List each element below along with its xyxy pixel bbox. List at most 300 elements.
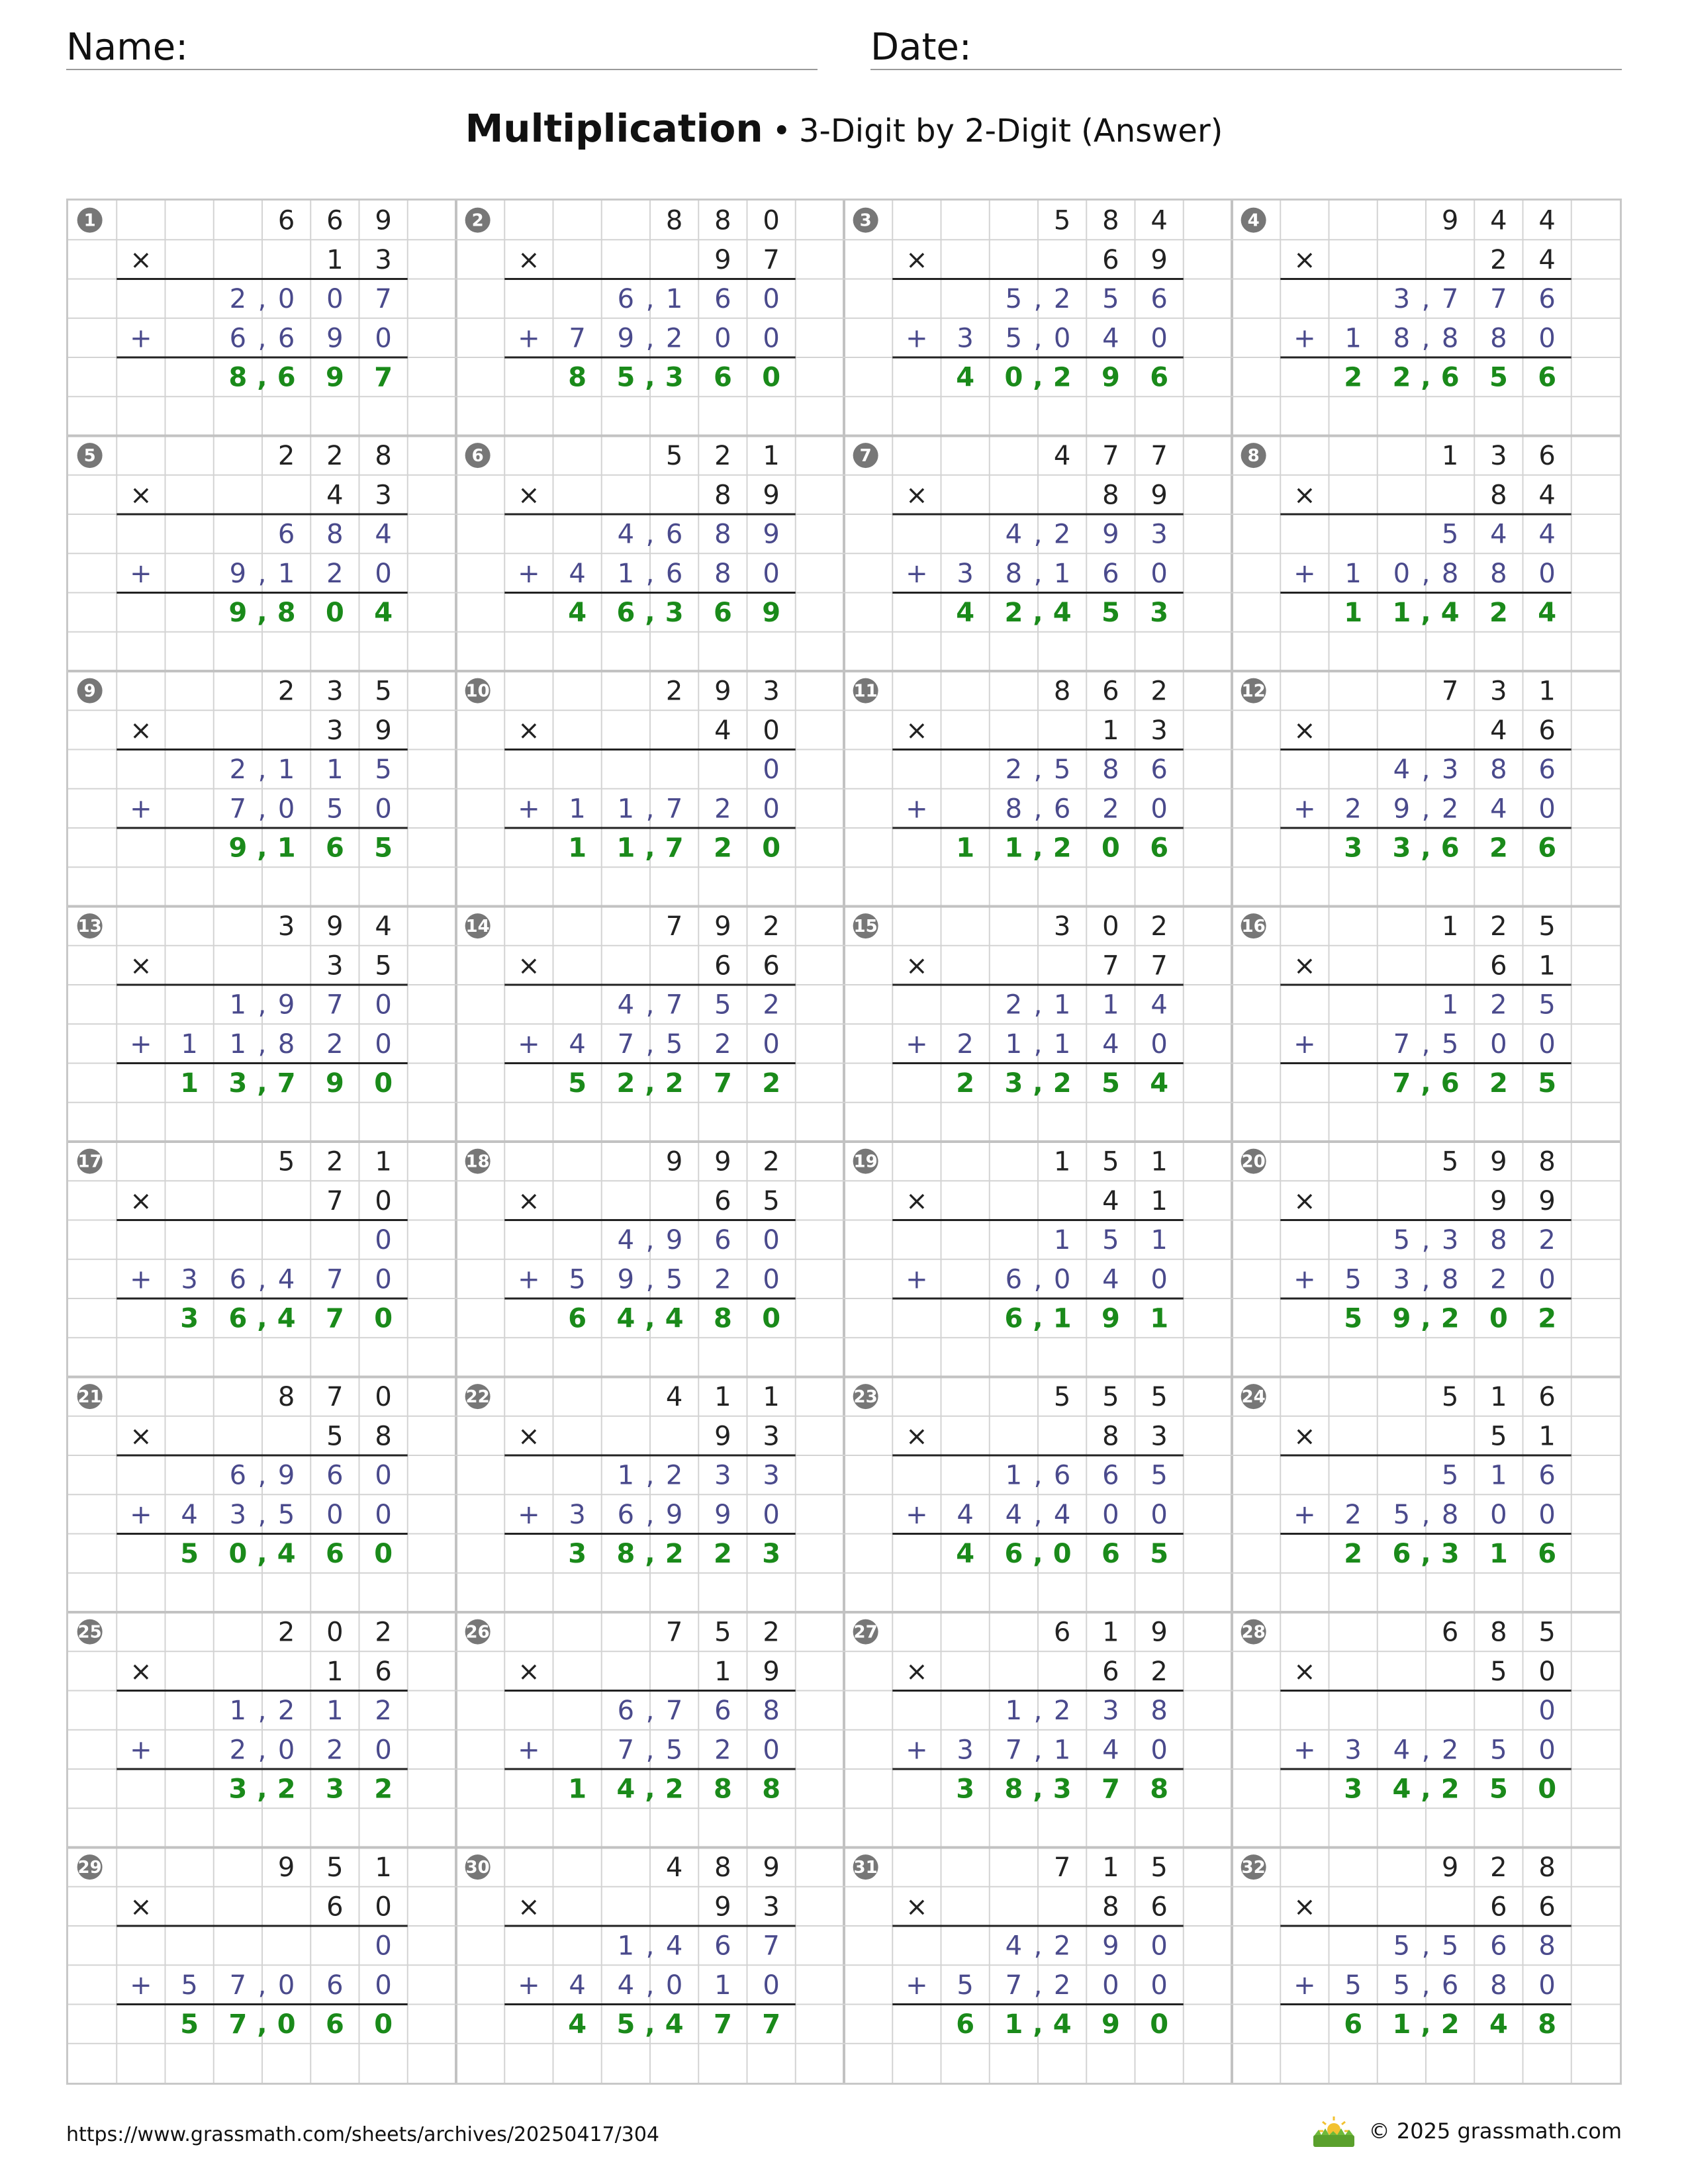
partial-product-2-digit: 0 <box>1053 1264 1071 1295</box>
answer-digit: 2 <box>1440 2009 1460 2040</box>
partial-product-2-digit: 7 <box>617 1735 635 1766</box>
partial-product-1-digit: 5 <box>1005 284 1023 315</box>
partial-product-1-digit: 2 <box>763 989 780 1021</box>
footer-url[interactable]: https://www.grassmath.com/sheets/archives/20250417/304 <box>66 2123 660 2146</box>
partial-product-2-comma: , <box>645 1735 655 1766</box>
problem-number: 28 <box>1241 1622 1266 1643</box>
partial-product-1-digit: 6 <box>1102 1460 1119 1491</box>
multiplicand-digit: 1 <box>1441 441 1459 472</box>
partial-product-2-digit: 0 <box>1490 1028 1507 1060</box>
partial-product-2-comma: , <box>1421 558 1430 589</box>
multiplier-digit: 1 <box>1538 1421 1556 1452</box>
partial-product-2-digit: 2 <box>714 794 731 825</box>
answer-digit: 1 <box>568 1774 587 1805</box>
partial-product-1-digit: 8 <box>1150 1696 1168 1727</box>
partial-product-1-digit: 6 <box>714 1225 731 1256</box>
partial-product-2-digit: 5 <box>1490 1735 1507 1766</box>
partial-product-1-digit: 1 <box>229 989 247 1021</box>
partial-product-2-digit: 6 <box>1005 1264 1023 1295</box>
multiplicand-digit: 2 <box>277 441 295 472</box>
answer-digit: 5 <box>1538 1068 1557 1099</box>
answer-digit: 2 <box>956 1068 975 1099</box>
multiplier-digit: 2 <box>1490 244 1507 275</box>
partial-product-2-digit: 0 <box>665 1970 683 2001</box>
answer-digit: 2 <box>374 1774 393 1805</box>
partial-product-2-digit: 3 <box>957 1735 974 1766</box>
times-sign: × <box>518 244 540 275</box>
multiplier-digit: 1 <box>1538 950 1556 981</box>
answer-digit: 7 <box>1392 1068 1411 1099</box>
partial-product-2-comma: , <box>1033 1970 1043 2001</box>
plus-sign: + <box>1293 1499 1316 1530</box>
partial-product-1-digit: 2 <box>1005 989 1023 1021</box>
answer-digit: 4 <box>1440 598 1460 629</box>
answer-comma: , <box>645 362 655 393</box>
times-sign: × <box>518 1891 540 1923</box>
partial-product-2-digit: 0 <box>763 558 780 589</box>
partial-product-2-comma: , <box>258 1499 267 1530</box>
date-label: Date: <box>870 26 972 69</box>
partial-product-1-digit: 1 <box>617 1460 635 1491</box>
partial-product-1-comma: , <box>1421 754 1430 786</box>
times-sign: × <box>1293 1421 1316 1452</box>
multiplier-digit: 9 <box>763 480 780 511</box>
partial-product-1-comma: , <box>645 1931 655 1962</box>
answer-digit: 6 <box>1538 362 1557 393</box>
answer-digit: 9 <box>325 362 344 393</box>
times-sign: × <box>906 480 928 511</box>
answer-digit: 9 <box>228 598 248 629</box>
partial-product-2-digit: 8 <box>1441 558 1459 589</box>
partial-product-1-comma: , <box>645 989 655 1021</box>
times-sign: × <box>1293 950 1316 981</box>
plus-sign: + <box>518 323 540 354</box>
problem-number: 6 <box>471 446 484 467</box>
plus-sign: + <box>1293 1970 1316 2001</box>
multiplicand-digit: 8 <box>1102 205 1119 236</box>
times-sign: × <box>1293 1185 1316 1216</box>
multiplier-digit: 6 <box>1490 1891 1507 1923</box>
partial-product-2-digit: 6 <box>1102 558 1119 589</box>
multiplier-digit: 6 <box>326 1891 344 1923</box>
partial-product-1-digit: 4 <box>665 1931 683 1962</box>
answer-digit: 6 <box>1344 2009 1363 2040</box>
partial-product-1-comma: , <box>645 1225 655 1256</box>
partial-product-2-digit: 0 <box>277 1735 295 1766</box>
multiplicand-digit: 1 <box>1102 1617 1119 1648</box>
multiplicand-digit: 1 <box>375 1852 392 1884</box>
partial-product-2-digit: 0 <box>375 1264 392 1295</box>
times-sign: × <box>130 244 152 275</box>
partial-product-1-comma: , <box>258 1460 267 1491</box>
answer-digit: 4 <box>1053 598 1072 629</box>
answer-digit: 2 <box>277 1774 296 1805</box>
answer-digit: 1 <box>277 833 296 864</box>
multiplier-digit: 7 <box>326 1185 344 1216</box>
answer-comma: , <box>1033 833 1043 864</box>
multiplicand-digit: 9 <box>1441 205 1459 236</box>
partial-product-2-digit: 3 <box>957 558 974 589</box>
multiplier-digit: 4 <box>326 480 344 511</box>
answer-comma: , <box>1033 1068 1043 1099</box>
partial-product-1-digit: 7 <box>763 1931 780 1962</box>
partial-product-1-digit: 5 <box>1102 284 1119 315</box>
multiplier-digit: 0 <box>763 715 780 746</box>
partial-product-2-digit: 9 <box>617 323 635 354</box>
answer-digit: 2 <box>713 1539 732 1570</box>
partial-product-1-digit: 1 <box>1005 1460 1023 1491</box>
partial-product-1-digit: 4 <box>617 519 635 550</box>
partial-product-1-digit: 4 <box>1538 519 1556 550</box>
multiplicand-digit: 6 <box>326 205 344 236</box>
multiplicand-digit: 0 <box>763 205 780 236</box>
multiplicand-digit: 1 <box>1490 1382 1507 1413</box>
partial-product-2-digit: 4 <box>1102 1264 1119 1295</box>
partial-product-1-digit: 2 <box>665 1460 683 1491</box>
partial-product-2-digit: 5 <box>1005 323 1023 354</box>
multiplier-digit: 5 <box>763 1185 780 1216</box>
partial-product-1-digit: 5 <box>1102 1225 1119 1256</box>
problem-number: 13 <box>77 917 102 937</box>
multiplicand-digit: 5 <box>1053 1382 1071 1413</box>
multiplier-digit: 1 <box>1150 1185 1168 1216</box>
answer-digit: 6 <box>1538 1539 1557 1570</box>
answer-digit: 6 <box>325 2009 344 2040</box>
partial-product-2-digit: 0 <box>1538 794 1556 825</box>
partial-product-1-digit: 6 <box>1538 284 1556 315</box>
answer-digit: 2 <box>1489 598 1508 629</box>
plus-sign: + <box>1293 1735 1316 1766</box>
answer-digit: 8 <box>1538 2009 1557 2040</box>
partial-product-1-digit: 5 <box>1053 754 1071 786</box>
partial-product-1-digit: 6 <box>714 284 731 315</box>
partial-product-2-digit: 2 <box>326 1735 344 1766</box>
partial-product-1-digit: 6 <box>1150 754 1168 786</box>
partial-product-1-digit: 1 <box>277 754 295 786</box>
partial-product-1-digit: 1 <box>1053 1225 1071 1256</box>
times-sign: × <box>130 715 152 746</box>
multiplicand-digit: 9 <box>714 911 731 942</box>
partial-product-2-digit: 0 <box>375 1499 392 1530</box>
partial-product-2-comma: , <box>1033 1735 1043 1766</box>
footer-brand <box>1311 2111 1622 2151</box>
partial-product-2-comma: , <box>1421 323 1430 354</box>
partial-product-2-digit: 4 <box>1102 1735 1119 1766</box>
multiplier-digit: 9 <box>714 1421 731 1452</box>
partial-product-2-digit: 8 <box>1441 1264 1459 1295</box>
partial-product-2-comma: , <box>645 1028 655 1060</box>
problem-number: 2 <box>471 210 484 231</box>
answer-digit: 6 <box>568 1303 587 1334</box>
multiplier-digit: 9 <box>763 1656 780 1687</box>
multiplier-digit: 6 <box>1102 244 1119 275</box>
plus-sign: + <box>130 558 152 589</box>
times-sign: × <box>906 1891 928 1923</box>
multiplier-digit: 8 <box>1490 480 1507 511</box>
plus-sign: + <box>518 1499 540 1530</box>
plus-sign: + <box>906 1735 928 1766</box>
partial-product-1-comma: , <box>645 1460 655 1491</box>
problem-number: 14 <box>465 917 490 937</box>
partial-product-2-digit: 0 <box>375 1735 392 1766</box>
partial-product-2-digit: 4 <box>1053 1499 1071 1530</box>
times-sign: × <box>130 1185 152 1216</box>
multiplier-digit: 4 <box>1538 244 1556 275</box>
answer-digit: 5 <box>1101 598 1120 629</box>
plus-sign: + <box>906 558 928 589</box>
answer-digit: 6 <box>1440 362 1460 393</box>
answer-digit: 6 <box>1101 1539 1120 1570</box>
partial-product-2-digit: 0 <box>1538 1028 1556 1060</box>
answer-digit: 4 <box>665 1303 684 1334</box>
answer-digit: 0 <box>228 1539 248 1570</box>
problem-number: 17 <box>77 1152 102 1172</box>
answer-digit: 2 <box>762 1068 781 1099</box>
footer-copyright: © 2025 grassmath.com <box>1368 2118 1622 2144</box>
partial-product-1-digit: 2 <box>229 754 247 786</box>
partial-product-2-digit: 3 <box>1344 1735 1362 1766</box>
plus-sign: + <box>518 1264 540 1295</box>
partial-product-1-digit: 9 <box>665 1225 683 1256</box>
multiplier-digit: 1 <box>714 1656 731 1687</box>
date-field[interactable] <box>870 20 1622 70</box>
multiplicand-digit: 2 <box>277 1617 295 1648</box>
plus-sign: + <box>518 1028 540 1060</box>
multiplicand-digit: 6 <box>1538 1382 1556 1413</box>
partial-product-2-digit: 0 <box>1150 1970 1168 2001</box>
partial-product-1-digit: 6 <box>665 519 683 550</box>
partial-product-2-digit: 6 <box>326 1970 344 2001</box>
partial-product-2-digit: 1 <box>1053 1735 1071 1766</box>
answer-digit: 3 <box>1440 1539 1460 1570</box>
times-sign: × <box>906 1656 928 1687</box>
answer-digit: 0 <box>762 362 781 393</box>
partial-product-1-digit: 2 <box>1490 989 1507 1021</box>
answer-digit: 5 <box>616 2009 635 2040</box>
multiplicand-digit: 0 <box>326 1617 344 1648</box>
partial-product-2-digit: 1 <box>1344 323 1362 354</box>
problem-number: 30 <box>465 1858 490 1878</box>
problem-number: 12 <box>1241 681 1266 702</box>
answer-digit: 0 <box>762 1303 781 1334</box>
multiplicand-digit: 9 <box>665 1146 683 1177</box>
multiplier-digit: 3 <box>326 950 344 981</box>
answer-digit: 3 <box>228 1774 248 1805</box>
multiplicand-digit: 4 <box>665 1382 683 1413</box>
partial-product-1-digit: 5 <box>1441 1931 1459 1962</box>
answer-comma: , <box>645 2009 655 2040</box>
times-sign: × <box>1293 1656 1316 1687</box>
partial-product-2-digit: 0 <box>1150 1028 1168 1060</box>
partial-product-1-digit: 0 <box>375 989 392 1021</box>
partial-product-1-digit: 8 <box>763 1696 780 1727</box>
times-sign: × <box>130 1891 152 1923</box>
plus-sign: + <box>1293 1028 1316 1060</box>
answer-digit: 1 <box>616 833 635 864</box>
date-line <box>870 69 1622 70</box>
partial-product-2-digit: 7 <box>665 794 683 825</box>
multiplicand-digit: 8 <box>714 205 731 236</box>
plus-sign: + <box>906 1970 928 2001</box>
answer-digit: 8 <box>1004 1774 1023 1805</box>
answer-digit: 4 <box>374 598 393 629</box>
partial-product-1-digit: 2 <box>229 284 247 315</box>
partial-product-1-digit: 6 <box>1150 284 1168 315</box>
multiplier-digit: 8 <box>1102 1891 1119 1923</box>
multiplier-digit: 3 <box>1150 1421 1168 1452</box>
partial-product-1-digit: 6 <box>1538 1460 1556 1491</box>
problem-number: 5 <box>83 446 96 467</box>
multiplier-digit: 5 <box>326 1421 344 1452</box>
partial-product-1-digit: 8 <box>1490 754 1507 786</box>
partial-product-2-digit: 0 <box>1150 1499 1168 1530</box>
answer-digit: 2 <box>1053 1068 1072 1099</box>
partial-product-1-digit: 5 <box>375 754 392 786</box>
partial-product-2-digit: 2 <box>957 1028 974 1060</box>
answer-digit: 6 <box>1538 833 1557 864</box>
partial-product-2-digit: 6 <box>1441 1970 1459 2001</box>
plus-sign: + <box>906 1264 928 1295</box>
partial-product-1-digit: 3 <box>763 1460 780 1491</box>
answer-digit: 3 <box>568 1539 587 1570</box>
answer-digit: 4 <box>956 1539 975 1570</box>
partial-product-2-digit: 8 <box>714 558 731 589</box>
partial-product-2-digit: 8 <box>1441 1499 1459 1530</box>
multiplicand-digit: 6 <box>277 205 295 236</box>
multiplicand-digit: 7 <box>326 1382 344 1413</box>
partial-product-2-digit: 5 <box>665 1264 683 1295</box>
answer-digit: 3 <box>956 1774 975 1805</box>
partial-product-1-digit: 1 <box>1102 989 1119 1021</box>
multiplicand-digit: 1 <box>714 1382 731 1413</box>
partial-product-1-digit: 5 <box>1393 1225 1411 1256</box>
answer-digit: 4 <box>277 1539 296 1570</box>
multiplicand-digit: 1 <box>375 1146 392 1177</box>
answer-digit: 6 <box>713 598 732 629</box>
answer-digit: 1 <box>1004 833 1023 864</box>
answer-digit: 2 <box>665 1539 684 1570</box>
answer-digit: 4 <box>616 1774 635 1805</box>
partial-product-1-digit: 9 <box>277 1460 295 1491</box>
partial-product-2-digit: 0 <box>763 1970 780 2001</box>
answer-digit: 5 <box>1489 362 1508 393</box>
partial-product-1-digit: 6 <box>326 1460 344 1491</box>
answer-digit: 6 <box>1392 1539 1411 1570</box>
partial-product-1-digit: 1 <box>1005 1696 1023 1727</box>
partial-product-2-digit: 0 <box>1490 1499 1507 1530</box>
multiplicand-digit: 6 <box>1102 676 1119 707</box>
partial-product-2-digit: 6 <box>665 558 683 589</box>
partial-product-2-digit: 0 <box>1053 323 1071 354</box>
problem-number: 20 <box>1241 1152 1266 1172</box>
name-field[interactable] <box>66 20 818 70</box>
partial-product-2-digit: 9 <box>617 1264 635 1295</box>
partial-product-2-digit: 5 <box>181 1970 198 2001</box>
answer-digit: 5 <box>180 1539 199 1570</box>
partial-product-2-digit: 8 <box>1393 323 1411 354</box>
partial-product-2-digit: 1 <box>1053 1028 1071 1060</box>
name-line <box>66 69 818 70</box>
partial-product-1-digit: 7 <box>1441 284 1459 315</box>
multiplicand-digit: 3 <box>1490 676 1507 707</box>
multiplicand-digit: 5 <box>1150 1852 1168 1884</box>
multiplier-digit: 9 <box>1538 1185 1556 1216</box>
problem-number: 23 <box>853 1387 878 1408</box>
partial-product-2-digit: 4 <box>617 1970 635 2001</box>
partial-product-2-digit: 7 <box>326 1264 344 1295</box>
grass-sun-logo-icon <box>1311 2114 1357 2148</box>
problem-number: 11 <box>853 681 878 702</box>
answer-digit: 4 <box>956 362 975 393</box>
partial-product-1-digit: 5 <box>714 989 731 1021</box>
multiplicand-digit: 2 <box>1150 911 1168 942</box>
partial-product-1-digit: 9 <box>1102 519 1119 550</box>
partial-product-1-digit: 1 <box>617 1931 635 1962</box>
multiplier-digit: 8 <box>1102 480 1119 511</box>
partial-product-1-comma: , <box>1421 284 1430 315</box>
partial-product-2-digit: 1 <box>277 558 295 589</box>
partial-product-2-digit: 6 <box>229 1264 247 1295</box>
partial-product-1-digit: 2 <box>1538 1225 1556 1256</box>
partial-product-2-digit: 6 <box>1053 794 1071 825</box>
answer-digit: 2 <box>1344 362 1363 393</box>
answer-digit: 1 <box>180 1068 199 1099</box>
partial-product-2-digit: 7 <box>1005 1970 1023 2001</box>
answer-comma: , <box>1033 1774 1043 1805</box>
partial-product-1-digit: 0 <box>375 1931 392 1962</box>
partial-product-2-digit: 9 <box>714 1499 731 1530</box>
partial-product-1-digit: 4 <box>617 1225 635 1256</box>
multiplicand-digit: 3 <box>763 676 780 707</box>
answer-digit: 9 <box>1101 2009 1120 2040</box>
partial-product-2-digit: 8 <box>1490 323 1507 354</box>
answer-digit: 3 <box>762 1539 781 1570</box>
multiplicand-digit: 1 <box>763 441 780 472</box>
answer-digit: 1 <box>1392 2009 1411 2040</box>
multiplicand-digit: 9 <box>1150 1617 1168 1648</box>
times-sign: × <box>906 1421 928 1452</box>
problem-number: 16 <box>1241 917 1266 937</box>
multiplier-digit: 5 <box>1490 1421 1507 1452</box>
multiplicand-digit: 5 <box>1102 1382 1119 1413</box>
multiplicand-digit: 1 <box>1150 1146 1168 1177</box>
answer-digit: 7 <box>277 1068 296 1099</box>
multiplicand-digit: 4 <box>1490 205 1507 236</box>
multiplier-digit: 5 <box>375 950 392 981</box>
partial-product-2-comma: , <box>645 1264 655 1295</box>
partial-product-2-digit: 5 <box>1393 1970 1411 2001</box>
times-sign: × <box>1293 1891 1316 1923</box>
problem-number: 18 <box>465 1152 490 1172</box>
title-separator: • <box>772 113 791 150</box>
multiplicand-digit: 9 <box>326 911 344 942</box>
partial-product-1-digit: 4 <box>1150 989 1168 1021</box>
multiplier-digit: 2 <box>1150 1656 1168 1687</box>
multiplicand-digit: 7 <box>1053 1852 1071 1884</box>
plus-sign: + <box>130 1028 152 1060</box>
answer-comma: , <box>1421 833 1431 864</box>
answer-digit: 0 <box>277 2009 296 2040</box>
partial-product-2-digit: 1 <box>617 794 635 825</box>
answer-digit: 9 <box>1101 1303 1120 1334</box>
partial-product-2-comma: , <box>1033 1264 1043 1295</box>
answer-digit: 7 <box>1101 1774 1120 1805</box>
answer-digit: 1 <box>1344 598 1363 629</box>
multiplicand-digit: 5 <box>665 441 683 472</box>
partial-product-2-digit: 5 <box>1441 1028 1459 1060</box>
answer-digit: 6 <box>277 362 296 393</box>
partial-product-1-digit: 6 <box>617 1696 635 1727</box>
